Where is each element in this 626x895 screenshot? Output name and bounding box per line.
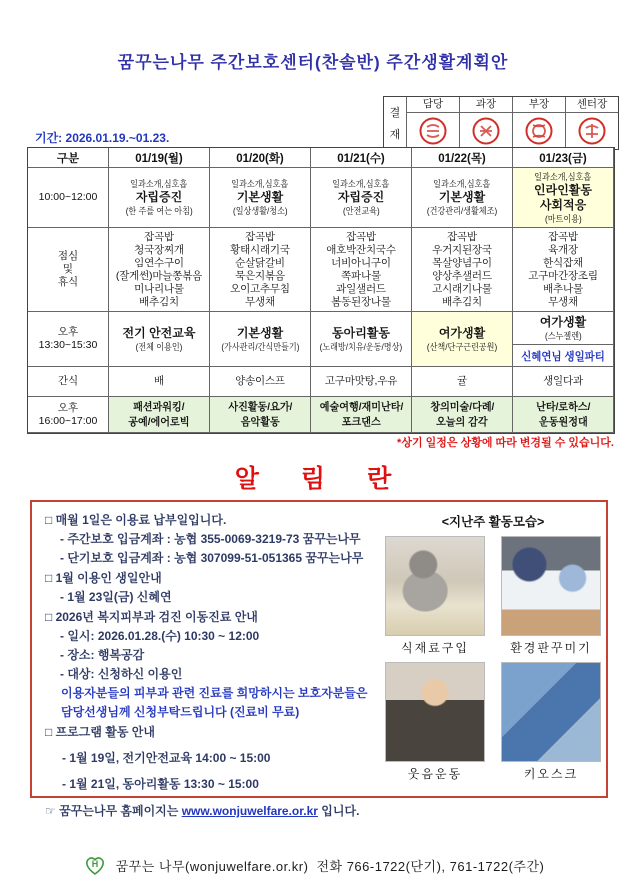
cell-line: 기본생활 [236,190,284,204]
cell-line: 고구마간장조림 [528,269,598,282]
cell-line: 배추나물 [543,282,583,295]
row-time-label [28,168,109,228]
cell-line: 동아리활동 [332,325,390,340]
schedule-row [28,168,614,228]
schedule-row [28,312,614,367]
red-stamp-icon [577,116,607,146]
row-label-line: 오후 [57,326,79,338]
col-header-day: 01/21(수) [311,148,412,168]
cell-line: (건강관리/생활체조) [426,206,498,216]
red-stamp-icon [471,116,501,146]
cell-line: 고시래기나물 [432,282,492,295]
cell-line: 사진활동/요가/ [227,400,293,413]
cell-line: 양송이스프 [235,375,285,387]
row-label-line: 휴식 [57,276,79,288]
row-label-line: 점심 [57,250,79,262]
approval-label [384,97,407,149]
schedule-cell [311,168,412,228]
birthday-party-cell [513,344,613,366]
cell-line: 양상추샐러드 [432,269,492,282]
schedule-cell [412,367,513,397]
activity-figure [501,536,601,656]
cell-line: 잡곡밥 [548,230,578,243]
notice-line: - 일시: 2026.01.28.(수) 10:30 ~ 12:00 [60,629,260,643]
cell-line: 난타/로하스/ [535,400,591,413]
notice-prefix: ☞ 꿈꾸는나무 홈페이지는 [45,804,182,818]
approval-role-label: 담당 [407,97,459,113]
cell-line: 여가생활 [539,314,587,329]
cell-line: 여가생활 [438,325,486,340]
row-label-line: 및 [62,263,74,275]
schedule-row [28,228,614,312]
cell-line: (스누젤렌) [544,330,582,341]
cell-line: 일과소개,심호흡 [231,179,289,189]
cell-line: 과일샐러드 [336,282,386,295]
cell-line: 패션과워킹/ [133,400,185,413]
notice-line: □ 프로그램 활동 안내 [45,725,155,739]
last-week-photos-panel [384,512,602,782]
cell-line: 음악활동 [240,415,280,428]
page-title: 꿈꾸는나무 주간보호센터(찬솔반) 주간생활계획안 [117,53,509,72]
schedule-cell [109,397,210,433]
cell-line: 잡곡밥 [144,230,174,243]
cell-line: 황태시래기국 [230,243,290,256]
homepage-link[interactable]: www.wonjuwelfare.or.kr [181,804,318,818]
cell-line: 미나리나물 [134,282,184,295]
schedule-cell [513,168,614,228]
cell-line: 잡곡밥 [245,230,275,243]
cell-line: 오이고추무침 [230,282,290,295]
photo-caption: 키오스크 [523,767,579,781]
schedule-cell [412,168,513,228]
cell-line: (잘게썬)마늘쫑볶음 [115,269,203,282]
approval-stamp-table [383,96,619,150]
cell-line: 생일다과 [543,375,583,387]
cell-line: 오늘의 감각 [436,415,488,428]
cell-line: 운동원정대 [538,415,588,428]
notice-line [45,802,387,821]
schedule-subcell [513,312,613,344]
schedule-row [28,397,614,433]
schedule-cell [412,312,513,367]
cell-line: 순살닭갈비 [235,256,285,269]
schedule-cell [210,397,311,433]
notice-suffix: 입니다. [317,804,360,818]
footer-org: 꿈꾸는 나무(wonjuwelfare.or.kr) [115,858,309,874]
approval-label-char: 재 [389,129,401,141]
cell-line: 기본생활 [438,190,486,204]
notice-line: □ 1월 이용인 생일안내 [45,571,162,585]
period-label: 기간: 2026.01.19.~01.23. [35,131,170,145]
notice-line: □ 2026년 복지피부과 검진 이동진료 안내 [45,610,258,624]
photo-caption: 식재료구입 [401,641,469,655]
cell-line: 공예/에어로빅 [128,415,190,428]
notice-line: - 1월 19일, 전기안전교육 14:00 ~ 15:00 [62,751,271,765]
cell-line: 쪽파나물 [341,269,381,282]
notice-line: 담당선생님께 신청부탁드립니다 (진료비 무료) [61,705,300,719]
approval-stamp [460,113,512,149]
cell-line: 일과소개,심호흡 [534,171,592,182]
svg-text:H: H [91,859,98,869]
notice-line: - 대상: 신청하신 이용인 [60,667,183,681]
row-label-line: 간식 [57,375,79,387]
cell-line: (노래방/치유/운동/명상) [319,341,403,352]
cell-line: 고구마맛탕,우유 [324,375,398,387]
schedule-cell [311,228,412,312]
cell-line: 사회적응 [539,197,587,212]
notice-line: - 주간보호 입금계좌 : 농협 355-0069-3219-73 꿈꾸는나무 [60,532,361,546]
cell-line: 예술여행/재미난타/ [319,400,403,413]
row-label-line: 10:00~12:00 [38,191,98,203]
schedule-row [28,367,614,397]
approval-role-label: 과장 [460,97,512,113]
activity-photo-grocery [385,536,485,636]
approval-label-char: 결 [389,107,401,119]
row-time-label [28,397,109,433]
cell-line: 무생채 [245,295,275,308]
cell-line: 묵은지볶음 [235,269,285,282]
schedule-cell [513,312,614,367]
cell-line: (전체 이용인) [135,341,183,352]
cell-line: 한식잡채 [543,256,583,269]
notice-section-heading: 알림란 [234,465,434,493]
photo-grid [384,536,602,782]
cell-line: 무생채 [548,295,578,308]
cell-line: 전기 안전교육 [122,325,196,340]
schedule-cell [513,367,614,397]
row-time-label [28,367,109,397]
cell-line: (한 주를 여는 아침) [125,206,193,216]
notice-line: 이용자분들의 피부과 관련 진료를 희망하시는 보호자분들은 [61,686,368,700]
cell-line: (일상생활/청소) [232,206,288,216]
schedule-cell [210,312,311,367]
schedule-cell [513,228,614,312]
cell-line: 애호박잔치국수 [326,243,396,256]
approval-stamp [513,113,565,149]
notice-box [30,500,608,818]
activity-figure [385,536,485,656]
photo-caption: 환경판꾸미기 [510,641,592,655]
schedule-cell [311,367,412,397]
cell-line: (마트이용) [544,213,582,224]
cell-line: 봄동된장나물 [331,295,391,308]
activity-figure [501,662,601,782]
cell-line: 우거지된장국 [432,243,492,256]
activity-figure [385,662,485,782]
photos-header: <지난주 활동모습> [441,515,545,529]
approval-role-label: 부장 [513,97,565,113]
cell-line: 배 [154,375,164,387]
schedule-change-note: *상기 일정은 상황에 따라 변경될 수 있습니다. [397,437,614,449]
cell-line: 자립증진 [337,190,385,204]
schedule-cell [109,228,210,312]
red-stamp-icon [524,116,554,146]
weekly-schedule-table [27,147,615,434]
schedule-cell [109,312,210,367]
cell-line: 배추김치 [139,295,179,308]
footer-phone: 전화 766-1722(단기), 761-1722(주간) [316,858,545,874]
approval-col-gwajang [459,97,512,149]
cell-line: 일과소개,심호흡 [130,179,188,189]
cell-line: 너비아니구이 [331,256,391,269]
cell-line: 육개장 [548,243,578,256]
schedule-cell [210,228,311,312]
footer [0,853,626,877]
col-header-day: 01/23(금) [513,148,614,168]
row-label-line: 오후 [57,401,79,414]
cell-line: (산책/단구근린공원) [426,341,498,352]
col-header-gubun: 구분 [28,148,109,168]
col-header-day: 01/22(목) [412,148,513,168]
activity-photo-kiosk [501,662,601,762]
cell-line: (가사관리/간식만들기) [220,341,300,352]
schedule-cell [109,367,210,397]
approval-col-damdang [407,97,459,149]
cell-line: 임연수구이 [134,256,184,269]
approval-role-label: 센터장 [566,97,618,113]
heart-logo-icon [82,853,108,877]
schedule-cell [311,397,412,433]
cell-line: 목살양념구이 [432,256,492,269]
cell-line: 신혜연님 생일파티 [521,350,605,363]
approval-stamp [566,113,618,149]
col-header-day: 01/19(월) [109,148,210,168]
cell-line: 배추김치 [442,295,482,308]
approval-col-bujang [512,97,565,149]
row-time-label [28,228,109,312]
cell-line: 잡곡밥 [447,230,477,243]
cell-line: 인라인활동 [534,182,592,197]
photo-caption: 웃음운동 [407,767,463,781]
schedule-header-row [28,148,614,168]
schedule-cell [210,367,311,397]
cell-line: 창의미술/다례/ [429,400,495,413]
red-stamp-icon [418,116,448,146]
cell-line: 일과소개,심호흡 [433,179,491,189]
notice-line: - 1월 23일(금) 신혜연 [60,590,172,604]
cell-line: 일과소개,심호흡 [332,179,390,189]
schedule-cell [311,312,412,367]
notice-line: - 1월 21일, 동아리활동 13:30 ~ 15:00 [62,777,259,791]
col-header-day: 01/20(화) [210,148,311,168]
notice-line: - 장소: 행복공감 [60,648,145,662]
schedule-cell [412,397,513,433]
row-label-line: 13:30~15:30 [38,339,98,351]
schedule-cell [513,397,614,433]
cell-line: 청국장찌개 [134,243,184,256]
notice-line: □ 매월 1일은 이용료 납부일입니다. [45,513,227,527]
notice-line: - 단기보호 입금계좌 : 농협 307099-51-051365 꿈꾸는나무 [60,551,364,565]
schedule-cell [109,168,210,228]
approval-stamp [407,113,459,149]
row-label-line: 16:00~17:00 [38,414,98,427]
cell-line: 자립증진 [135,190,183,204]
cell-line: 잡곡밥 [346,230,376,243]
schedule-cell [210,168,311,228]
cell-line: 기본생활 [236,325,284,340]
activity-photo-laughing [385,662,485,762]
activity-photo-craft [501,536,601,636]
schedule-cell [412,228,513,312]
notice-list [45,510,387,821]
cell-line: (안전교육) [342,206,380,216]
cell-line: 귤 [457,375,467,387]
approval-col-center-head [565,97,618,149]
row-time-label [28,312,109,367]
cell-line: 포크댄스 [341,415,381,428]
